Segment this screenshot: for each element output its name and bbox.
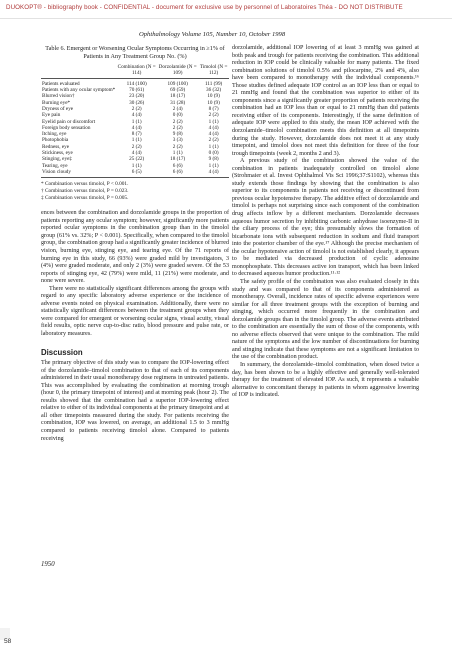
table-cell: 6 (6) [157, 169, 198, 178]
discussion-paragraph: A previous study of the combination showed the value of the combination in patients inadequately controlled on timolol alone (Strohmaier et al. Invest Ophthalmol Vis Sci 1996;37:S1102), whereas this study extends those findings by showing that the combination is also superior to its components in patients not receiving or discontinued from previous ocular hypotensive therapy. The additive effect of dorzolamide and timolol is perhaps not surprising since each component of the combination drug affects inflow by a different mechanism. Dorzolamide decreases aqueous humor secretion by inhibiting carbonic anhydrase isoenzyme-II in the ciliary process of the eye; this presumably slows the formation of bicarbonate ions with subsequent reduction in sodium and fluid transport into the posterior chamber of the eye.¹⁷ Although the precise mechanism of the ocular hypotensive action of timolol is not established clearly, it appears to be mediated via decreased production of cyclic adenosine monophosphate. This decreases active ion transport, which has been linked to decreased aqueous humor production.¹¹·¹² [232, 158, 419, 278]
table-cell: 1 (1) [208, 162, 219, 169]
row-label: Eye pain [42, 112, 61, 119]
discussion-paragraph: dorzolamide, additional IOP lowering of at least 3 mmHg was gained at both peak and trough for patients receiving the combination. This additional reduction in IOP could be clinically valuable for many patients. The fixed combination solutions of timolol 0.5% and pilocarpine, 2% and 4%, also have been compared to monotherapy with the individual components.¹⁶ Those studies defined adequate IOP control as an IOP less than or equal to 21 mmHg and found that the combination was superior to either of its components since a significantly greater proportion of patients receiving the combination had an IOP less than or equal to 21 mmHg than did patients receiving either of its components. Interestingly, if the same definition of adequate IOP were applied to this study, the mean IOP achieved with the dorzolamide–timolol combination meets this definition at all timepoints during the study. However, dorzolamide does not meet it at any study timepoint, and timolol does not meet this definition for three of the four trough timepoints (week 2, months 2 and 3). [232, 45, 419, 157]
discussion-heading: Discussion [41, 347, 83, 357]
row-label: Eyelid pain or discomfort [42, 118, 96, 125]
table-cell: 2 (2) [172, 124, 183, 131]
table-cell: 2 (2) [172, 143, 183, 150]
table-cell: 2 (2) [172, 118, 183, 125]
table-cell: 23 (20) [129, 93, 145, 100]
table-cell: 31 (28) [170, 99, 186, 106]
adverse-events-table [41, 64, 229, 178]
row-label: Tearing, eye [42, 162, 68, 169]
table-cell: 2 (2) [131, 143, 142, 150]
table-row [41, 169, 229, 178]
table-cell: 0 (0) [172, 112, 183, 119]
row-label: Photophobia [42, 137, 69, 144]
row-label: Vision cloudy [41, 169, 116, 178]
row-label: Redness, eye [42, 143, 70, 150]
left-column [41, 45, 229, 443]
table-cell: 4 (4) [208, 131, 219, 138]
table-header-dorzolamide: Dorzolamide (N = 109) [158, 64, 197, 77]
row-label: Foreign body sensation [42, 124, 91, 131]
table-header-row [41, 64, 229, 78]
table-footnote: † Combination versus timolol, P = 0.023. [41, 188, 129, 195]
summary-paragraph: In summary, the dorzolamide–timolol combination, when dosed twice a day, has been shown to be a highly effective and generally well-tolerated therapy for the treatment of elevated IOP. As such, it represents a valuable alternative to concomitant therapy in patients in whom aggressive lowering of IOP is indicated. [232, 361, 419, 399]
row-label: Blurred vision† [42, 93, 75, 100]
table-cell: 3 (3) [172, 137, 183, 144]
table-cell: 4 (4) [198, 169, 229, 178]
page-number: 1950 [41, 561, 55, 568]
table-cell: 9 (8) [208, 156, 219, 163]
table-cell: 4 (4) [131, 150, 142, 157]
table-cell: 10 (9) [207, 93, 220, 100]
table-cell: 18 (17) [170, 93, 186, 100]
table-cell: 1 (1) [172, 150, 183, 157]
table-footnote: ‡ Combination versus timolol, P = 0.005. [41, 195, 129, 202]
table-header-timolol: Timolol (N = 112) [199, 64, 228, 77]
table-cell: 1 (1) [208, 118, 219, 125]
table-cell: 111 (99) [204, 80, 223, 87]
table-cell: 10 (9) [207, 99, 220, 106]
table-cell: 1 (1) [131, 162, 142, 169]
table-cell: 109 (100) [167, 80, 188, 87]
table-cell: 1 (1) [131, 118, 142, 125]
right-column [232, 45, 419, 400]
table-header-blank [41, 64, 116, 78]
row-label: Itching, eye [42, 131, 67, 138]
table-row [41, 78, 229, 87]
table-footnote: * Combination versus timolol, P < 0.001. [41, 181, 129, 188]
table-cell: 2 (4) [172, 105, 183, 112]
table-caption: Table 6. Emergent or Worsening Ocular Symptoms Occurring in ≥1% of Patients in Any Treatment Group No. (%) [45, 45, 225, 60]
table-cell: 36 (32) [206, 87, 222, 94]
table-cell: 69 (59) [170, 87, 186, 94]
table-cell: 25 (22) [129, 156, 145, 163]
table-cell: 18 (17) [170, 156, 186, 163]
table-cell: 1 (1) [131, 137, 142, 144]
table-footnotes [41, 181, 229, 202]
row-label: Patients evaluated [42, 80, 80, 87]
table-cell: 1 (1) [208, 143, 219, 150]
discussion-paragraph: The primary objective of this study was to compare the IOP-lowering effect of the dorzolamide–timolol combination to that of each of its components administered in their usual monotherapy dose regimens in untreated patients. This was accomplished by evaluating the combination at morning trough (hour 0, the primary timepoint of interest) and at morning peak (hour 2). The results showed that the combination had a superior IOP-lowering effect relative to either of its individual components at the primary timepoint and at all other timepoints measured during the study. For patients receiving the combination, IOP was lowered, on average, an additional 1.5 to 3 mmHg compared to patients receiving timolol alone. Compared to patients receiving [41, 360, 229, 442]
table-cell: 70 (61) [129, 87, 145, 94]
confidential-banner [0, 0, 452, 19]
running-head: Ophthalmology Volume 105, Number 10, October 1998 [139, 31, 286, 38]
table-cell: 4 (4) [208, 124, 219, 131]
table-cell: 30 (26) [129, 99, 145, 106]
row-label: Burning eye* [42, 99, 71, 106]
table-cell: 4 (4) [131, 112, 142, 119]
table-cell: 6 (5) [116, 169, 157, 178]
table-cell: 0 (0) [208, 150, 219, 157]
table-cell: 114 (100) [126, 80, 147, 87]
table-cell: 4 (4) [131, 124, 142, 131]
side-page-number: 58 [4, 638, 12, 645]
table-cell: 6 (6) [172, 162, 183, 169]
discussion-paragraph: The safety profile of the combination was also evaluated closely in this study and was compared to that of its components administered as monotherapy. Overall, incidence rates of specific adverse experiences were similar for all three treatment groups with the exception of burning and stinging, which occurred more frequently in the combination and dorzolamide groups than in the timolol group. The adverse events attributed to the combination are essentially the sum of those of the components, with no adverse effects observed that were unique to the combination. The mild nature of the symptoms and the low number of discontinuations for burning and stinging indicate that these symptoms are not a significant limitation to the use of the combination product. [232, 278, 419, 361]
table-cell: 8 (7) [131, 131, 142, 138]
table-cell: 9 (8) [172, 131, 183, 138]
row-label: Dryness of eye [42, 105, 74, 112]
table-cell: 2 (2) [131, 105, 142, 112]
table-cell: 2 (2) [208, 112, 219, 119]
table-cell: 8 (7) [208, 105, 219, 112]
row-label: Patients with any ocular symptom* [42, 87, 116, 94]
row-label: Stickiness, eye [42, 150, 73, 157]
row-label: Stinging, eye‡ [42, 156, 72, 163]
results-paragraph: ences between the combination and dorzolamide groups in the proportion of patients reporting any ocular symptom; however, significantly more patients reported ocular symptoms in the combination group than in the timolol group (61% vs. 32%; P < 0.001). Specifically, when compared to the timolol group, the combination group had a significantly greater incidence of blurred vision, burning eye, stinging eye, and tearing eye. Of the 71 reports of burning eye in this study, 66 (93%) were graded mild by investigators, 3 (4%) were graded moderate, and only 2 (3%) were graded severe. Of the 53 reports of stinging eye, 42 (79%) were mild, 11 (21%) were moderate, and none were severe. [41, 210, 229, 285]
table-cell: 2 (2) [208, 137, 219, 144]
results-paragraph: There were no statistically significant differences among the groups with regard to any specific laboratory adverse experience or the incidence of adverse events noted on physical examination. Additionally, there were no statistically significant differences between the treatment groups when they were compared for emergent or worsening ocular signs, visual acuity, visual field results, optic nerve cup-to-disc ratio, blood pressure and pulse rate, or laboratory measures. [41, 285, 229, 337]
banner-text: DUOKOPT® - bibliography book - CONFIDENTIAL - document for exclusive use by personnel of Laboratoires Théa - DO NOT DISTRIBUTE [6, 4, 403, 11]
table-header-combination: Combination (N = 114) [117, 64, 156, 77]
